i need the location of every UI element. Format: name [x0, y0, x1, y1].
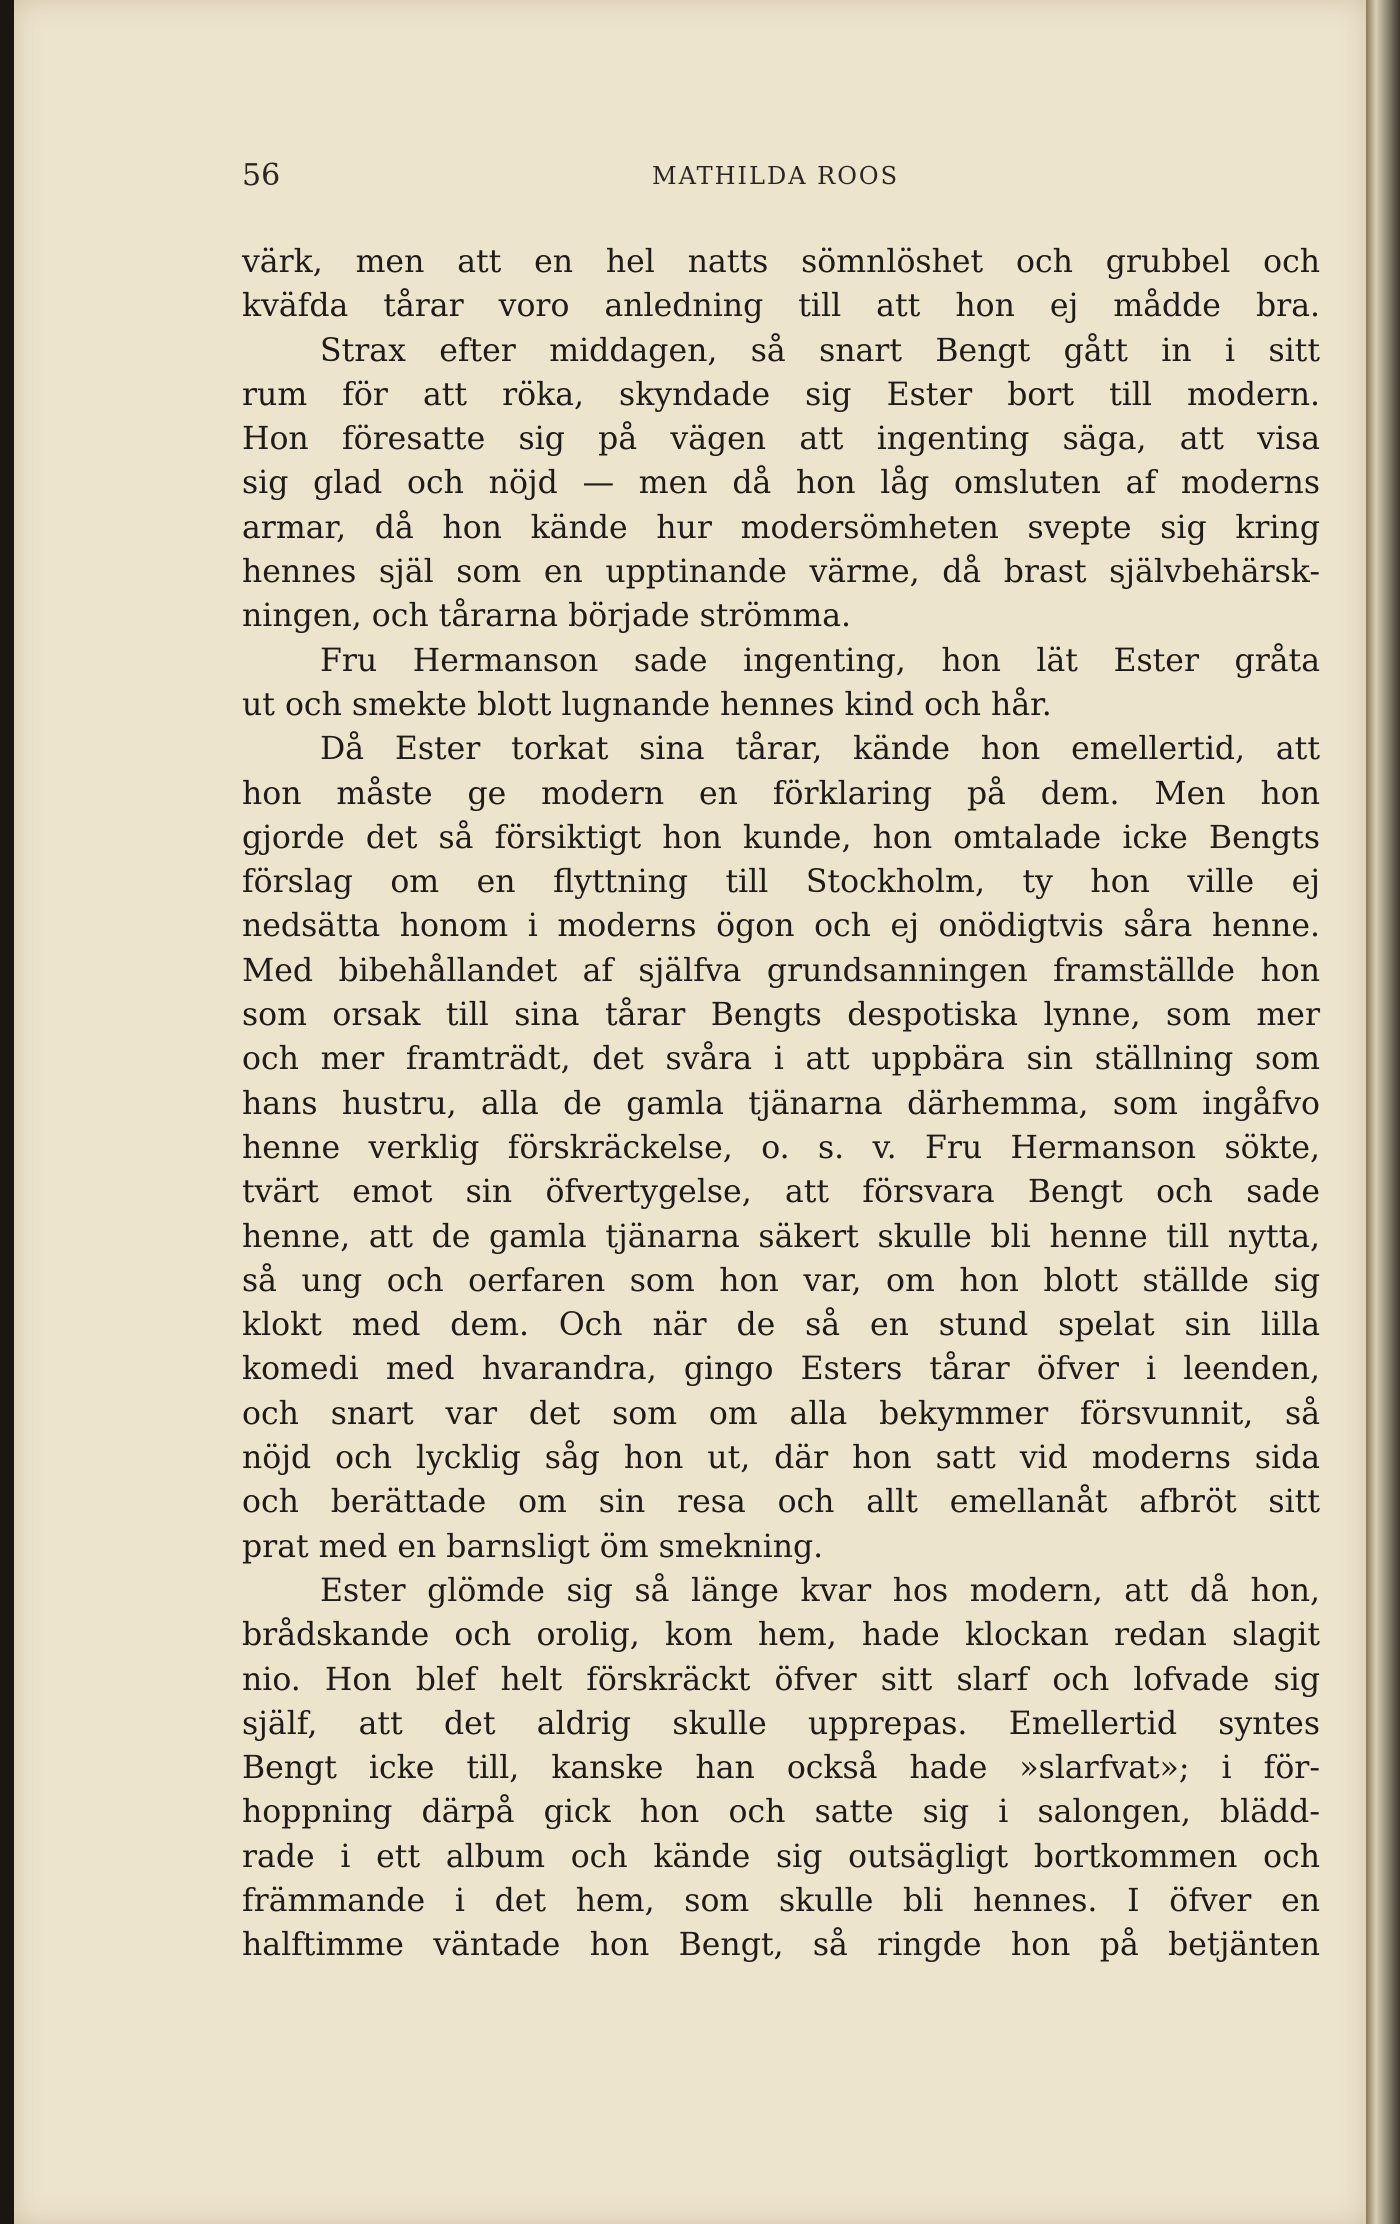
text-line: som orsak till sina tårar Bengts despotiska lynne, som mer — [242, 997, 1320, 1034]
page-header — [242, 158, 1322, 198]
text-line: förslag om en flyttning till Stockholm, ty hon ville ej — [242, 864, 1320, 901]
text-line: hennes själ som en upptinande värme, då brast självbehärsk- — [242, 554, 1320, 591]
text-line: ut och smekte blott lugnande hennes kind och hår. — [242, 686, 1052, 723]
text-line: henne verklig förskräckelse, o. s. v. Fru Hermanson sökte, — [242, 1129, 1320, 1166]
text-line: och mer framträdt, det svåra i att uppbära sin ställning som — [242, 1041, 1320, 1078]
text-line: främmande i det hem, som skulle bli hennes. I öfver en — [242, 1882, 1320, 1919]
text-line: nedsätta honom i moderns ögon och ej onödigtvis såra henne. — [242, 908, 1320, 945]
body-text — [242, 240, 1320, 1968]
text-line: komedi med hvarandra, gingo Esters tårar öfver i leenden, — [242, 1351, 1320, 1388]
text-line: gjorde det så försiktigt hon kunde, hon omtalade icke Bengts — [242, 819, 1320, 856]
text-line: nio. Hon blef helt förskräckt öfver sitt slarf och lofvade sig — [242, 1661, 1320, 1698]
text-line: Ester glömde sig så länge kvar hos modern, att då hon, — [320, 1572, 1320, 1609]
text-line: rade i ett album och kände sig outsägligt bortkommen och — [242, 1838, 1320, 1875]
text-line: hans hustru, alla de gamla tjänarna därhemma, som ingåfvo — [242, 1085, 1320, 1122]
text-line: tvärt emot sin öfvertygelse, att försvara Bengt och sade — [242, 1174, 1320, 1211]
text-line: Då Ester torkat sina tårar, kände hon emellertid, att — [320, 731, 1320, 768]
text-line: och snart var det som om alla bekymmer försvunnit, så — [242, 1395, 1320, 1432]
text-line: nöjd och lycklig såg hon ut, där hon satt vid moderns sida — [242, 1440, 1320, 1477]
text-line: brådskande och orolig, kom hem, hade klockan redan slagit — [242, 1617, 1320, 1654]
text-line: och berättade om sin resa och allt emellanåt afbröt sitt — [242, 1484, 1320, 1521]
text-line: Strax efter middagen, så snart Bengt gått in i sitt — [320, 332, 1320, 369]
text-line: hon måste ge modern en förklaring på dem. Men hon — [242, 775, 1320, 812]
running-title: MATHILDA ROOS — [652, 162, 900, 190]
text-line: Hon föresatte sig på vägen att ingenting säga, att visa — [242, 421, 1320, 458]
text-line: värk, men att en hel natts sömnlöshet och grubbel och — [242, 244, 1320, 280]
book-page — [14, 0, 1366, 2224]
text-line: Bengt icke till, kanske han också hade »slarfvat»; i för- — [242, 1750, 1320, 1787]
text-line: henne, att de gamla tjänarna säkert skulle bli henne till nytta, — [242, 1218, 1320, 1255]
text-line: sig glad och nöjd — men då hon låg omsluten af moderns — [242, 465, 1320, 502]
text-line: halftimme väntade hon Bengt, så ringde hon på betjänten — [242, 1927, 1320, 1964]
text-line: rum för att röka, skyndade sig Ester bort till modern. — [242, 376, 1320, 413]
page-edge-shadow — [1366, 0, 1400, 2224]
text-line: ningen, och tårarna började strömma. — [242, 598, 852, 635]
text-line: så ung och oerfaren som hon var, om hon blott ställde sig — [242, 1262, 1320, 1299]
text-line: armar, då hon kände hur modersömheten svepte sig kring — [242, 509, 1320, 546]
text-line: själf, att det aldrig skulle upprepas. Emellertid syntes — [242, 1705, 1320, 1742]
text-line: prat med en barnsligt öm smekning. — [242, 1528, 824, 1565]
text-line: klokt med dem. Och när de så en stund spelat sin lilla — [242, 1307, 1320, 1344]
text-line: Med bibehållandet af själfva grundsanningen framställde hon — [242, 952, 1320, 989]
text-line: kväfda tårar voro anledning till att hon ej mådde bra. — [242, 288, 1320, 325]
page-number: 56 — [242, 158, 281, 193]
text-line: hoppning därpå gick hon och satte sig i salongen, blädd- — [242, 1794, 1320, 1831]
text-line: Fru Hermanson sade ingenting, hon lät Ester gråta — [320, 642, 1320, 679]
